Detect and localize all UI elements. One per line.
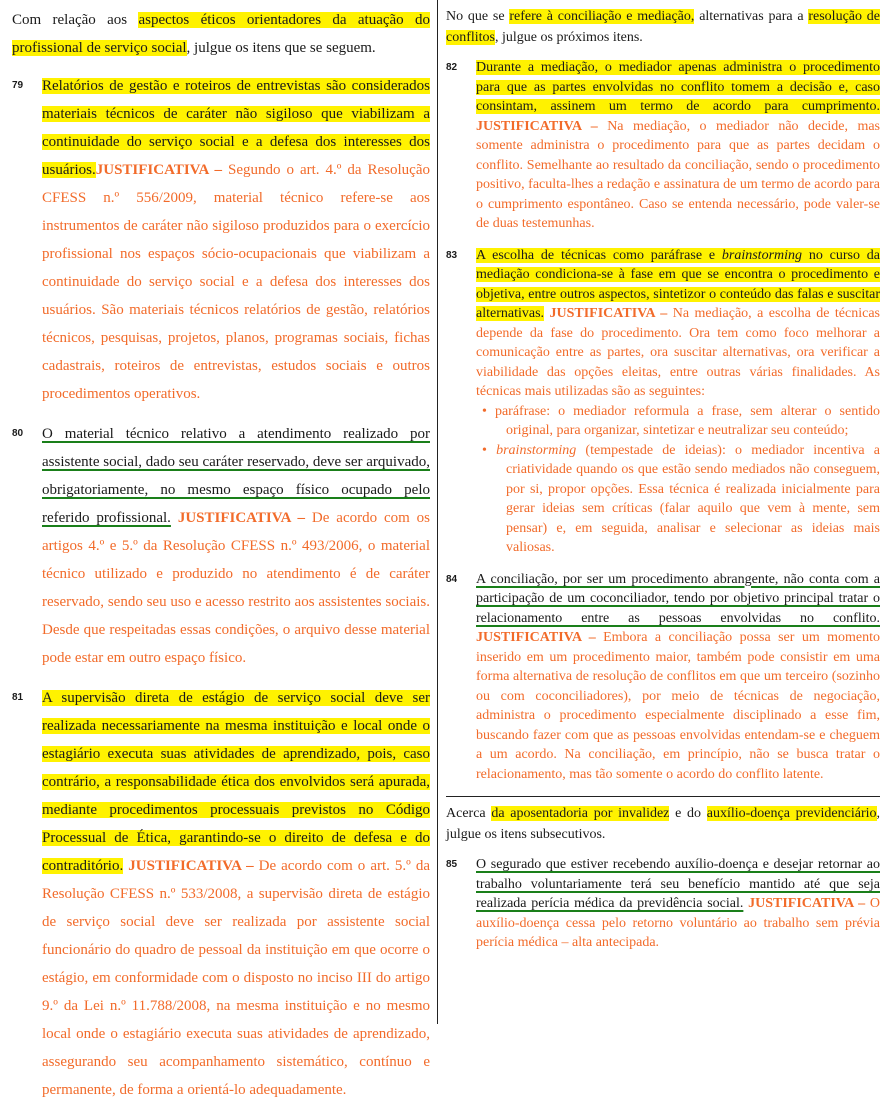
question-statement: O segurado que estiver recebendo auxílio-doença e desejar retornar ao trabalho voluntariamente terá seu benefício mantido até que seja realizada perícia médica da previdência social. bbox=[476, 857, 880, 911]
bullet-item bbox=[476, 402, 880, 441]
section-intro-ethics bbox=[12, 6, 430, 62]
intro-text: e do bbox=[669, 806, 707, 821]
section-intro-mediation bbox=[446, 6, 880, 48]
statement-part: A escolha de técnicas como paráfrase e bbox=[476, 247, 722, 263]
question-body bbox=[42, 420, 430, 672]
question-body bbox=[42, 72, 430, 408]
bullet-emphasis: brainstorming bbox=[496, 442, 577, 458]
statement-part: no curso da mediação condiciona-se à fase em que se encontra o procedimento e objetiva, entre outros aspectos, sintetizor o conteúdo das falas e suscitar alternativas. bbox=[476, 247, 880, 321]
left-column bbox=[12, 0, 431, 1098]
intro-text: , julgue os itens subsecutivos. bbox=[446, 806, 880, 842]
right-column bbox=[446, 0, 880, 1024]
statement-emphasis: brainstorming bbox=[721, 247, 803, 263]
question-body bbox=[42, 684, 430, 1104]
justification-label: JUSTIFICATIVA – bbox=[476, 118, 598, 134]
intro-highlight: resolução de conflitos bbox=[446, 9, 880, 45]
intro-text: Acerca bbox=[446, 806, 492, 821]
justification-text: Na mediação, o mediador não decide, mas somente administra o procedimento para que as partes decidam o conflito. Semelhante ao resultado da conciliação, sendo o procedimento positivo, faculta-lhes a redação e assinatura de um termo de acordo para o cumprimento espontâneo. Caso se entenda necessário, pode valer-se de duas testemunhas. bbox=[476, 118, 881, 231]
question-body bbox=[476, 570, 880, 785]
question-number: 81 bbox=[12, 692, 24, 703]
justification-label: JUSTIFICATIVA – bbox=[177, 510, 306, 526]
justification-label: JUSTIFICATIVA – bbox=[128, 858, 254, 874]
section-intro-disability bbox=[446, 803, 880, 845]
intro-highlight: refere à conciliação e mediação, bbox=[509, 9, 695, 24]
question-item-84 bbox=[446, 570, 880, 785]
section-rule bbox=[446, 796, 880, 797]
question-number: 83 bbox=[446, 249, 458, 261]
question-statement: O material técnico relativo a atendimento realizado por assistente social, dado seu caráter reservado, deve ser arquivado, obrigatoriamente, no mesmo espaço físico ocupado pelo referido profissional. bbox=[42, 426, 430, 526]
justification-text: Na mediação, a escolha de técnicas depende da fase do procedimento. Ora tem como foco melhorar a comunicação entre as partes, ora suscitar alternativas, ora verificar a viabilidade das opções eleitas, entre outras várias finalidades. As técnicas mais utilizadas são as seguintes: bbox=[476, 306, 881, 399]
question-item-85 bbox=[446, 855, 880, 953]
intro-text: Com relação aos bbox=[12, 12, 139, 28]
justification-text: De acordo com os artigos 4.º e 5.º da Resolução CFESS n.º 493/2006, o material técnico utilizado e produzido no atendimento é de caráter reservado, sendo seu uso e acesso restrito aos assistentes sociais. Desde que respeitadas essas condições, o arquivo desse material pode estar em outro espaço físico. bbox=[42, 510, 431, 666]
question-body bbox=[476, 246, 880, 558]
justification-label: JUSTIFICATIVA – bbox=[476, 630, 596, 645]
justification-text: Embora a conciliação possa ser um momento inserido em um procedimento maior, também pode consistir em uma forma alternativa de resolução de conflitos em que um terceiro (sozinho ou com coconciliadores), por meio de técnicas de negociação, administra o procedimento especialmente disciplinado a esse fim, buscando fazer com que as pessoas envolvidas entendam-se e cheguem a um acordo. Na conciliação, em princípio, não se busca tratar o relacionamento, mas tão somente o acordo do conflito latente. bbox=[476, 630, 880, 782]
intro-text: alternativas para a bbox=[694, 9, 809, 24]
question-number: 80 bbox=[12, 428, 24, 439]
justification-label: JUSTIFICATIVA – bbox=[549, 306, 668, 321]
question-statement: A conciliação, por ser um procedimento abrangente, não conta com a participação de um coconciliador, tendo por objetivo principal tratar o relacionamento entre as pessoas envolvidas no conflito. bbox=[476, 571, 880, 626]
bullet-icon: • bbox=[482, 403, 487, 419]
bullet-icon: • bbox=[482, 442, 487, 458]
intro-highlight: da aposentadoria por invalidez bbox=[491, 806, 670, 821]
bullet-text: (tempestade de ideias): o mediador incentiva a criatividade quando os que estão sendo mediados não conseguem, por si, propor opções. Essa técnica é realizada inicialmente para gerar ideias sem críticas (falar aquilo que vem à mente, sem pensar) e, em seguida, analisar e selecionar as ideias mais valiosas. bbox=[506, 442, 881, 555]
question-number: 82 bbox=[446, 62, 458, 73]
intro-text: , julgue os itens que se seguem. bbox=[186, 40, 376, 56]
bullet-text: paráfrase: o mediador reformula a frase, sem alterar o sentido original, para organizar, sintetizar e neutralizar seu conteúdo; bbox=[494, 403, 881, 438]
question-item-82 bbox=[446, 58, 880, 234]
justification-text: O auxílio-doença cessa pelo retorno voluntário ao trabalho sem prévia perícia médica – alta antecipada. bbox=[476, 896, 881, 950]
justification-label: JUSTIFICATIVA – bbox=[95, 162, 223, 178]
question-statement: A supervisão direta de estágio de serviço social deve ser realizada necessariamente na mesma instituição e local onde o estagiário executa suas atividades de aprendizado, pois, caso contrário, a responsabilidade ética dos envolvidos será apurada, mediante procedimentos processuais previstos no Código Processual de Ética, garantindo-se o direito de defesa e do contraditório. bbox=[42, 690, 430, 874]
question-statement: Durante a mediação, o mediador apenas administra o procedimento para que as partes envolvidas no conflito tomem a decisão e, caso consintam, assinem um termo de acordo para cumprimento. bbox=[476, 60, 880, 114]
question-item-83 bbox=[446, 246, 880, 558]
intro-text: No que se bbox=[446, 9, 510, 24]
question-number: 79 bbox=[12, 80, 24, 91]
intro-highlight: auxílio-doença previdenciário bbox=[706, 806, 877, 821]
question-body bbox=[476, 855, 880, 953]
bullet-item bbox=[476, 441, 880, 558]
intro-highlight: aspectos éticos orientadores da atuação do profissional de serviço social bbox=[12, 12, 430, 56]
column-divider bbox=[437, 0, 438, 1024]
justification-text: Segundo o art. 4.º da Resolução CFESS n.º 556/2009, material técnico refere-se aos instrumentos de caráter não sigiloso produzidos para o exercício profissional nos espaços sócio-ocupacionais que viabilizam a continuidade do serviço social e a defesa dos interesses dos usuários. São materiais técnicos relatórios de gestão, relatórios técnicos, pesquisas, projetos, planos, programas sociais, fichas cadastrais, roteiros de entrevistas, estudos sociais e outros procedimentos operativos. bbox=[42, 162, 430, 402]
justification-label: JUSTIFICATIVA – bbox=[748, 896, 866, 911]
question-item-80 bbox=[12, 420, 430, 672]
justification-text: De acordo com o art. 5.º da Resolução CFESS n.º 533/2008, a supervisão direta de estágio de serviço social deve ser realizada por assistente social funcionário do quadro de pessoal da instituição em que ocorre o estágio, em conformidade com o disposto no inciso III do artigo 9.º da Lei n.º 11.788/2008, na mesma instituição e no mesmo local onde o estagiário executa suas atividades de aprendizado, assegurando seu acompanhamento sistemático, contínuo e permanente, de forma a orientá-lo adequadamente. bbox=[42, 858, 430, 1098]
question-item-81 bbox=[12, 684, 430, 1104]
question-body bbox=[476, 58, 880, 234]
question-item-79 bbox=[12, 72, 430, 408]
question-number: 85 bbox=[446, 859, 458, 870]
question-number: 84 bbox=[446, 573, 458, 585]
intro-text: , julgue os próximos itens. bbox=[495, 30, 643, 45]
question-statement: Relatórios de gestão e roteiros de entrevistas são considerados materiais técnicos de caráter não sigiloso que viabilizam a continuidade do serviço social e a defesa dos interesses dos usuários. bbox=[42, 78, 430, 178]
